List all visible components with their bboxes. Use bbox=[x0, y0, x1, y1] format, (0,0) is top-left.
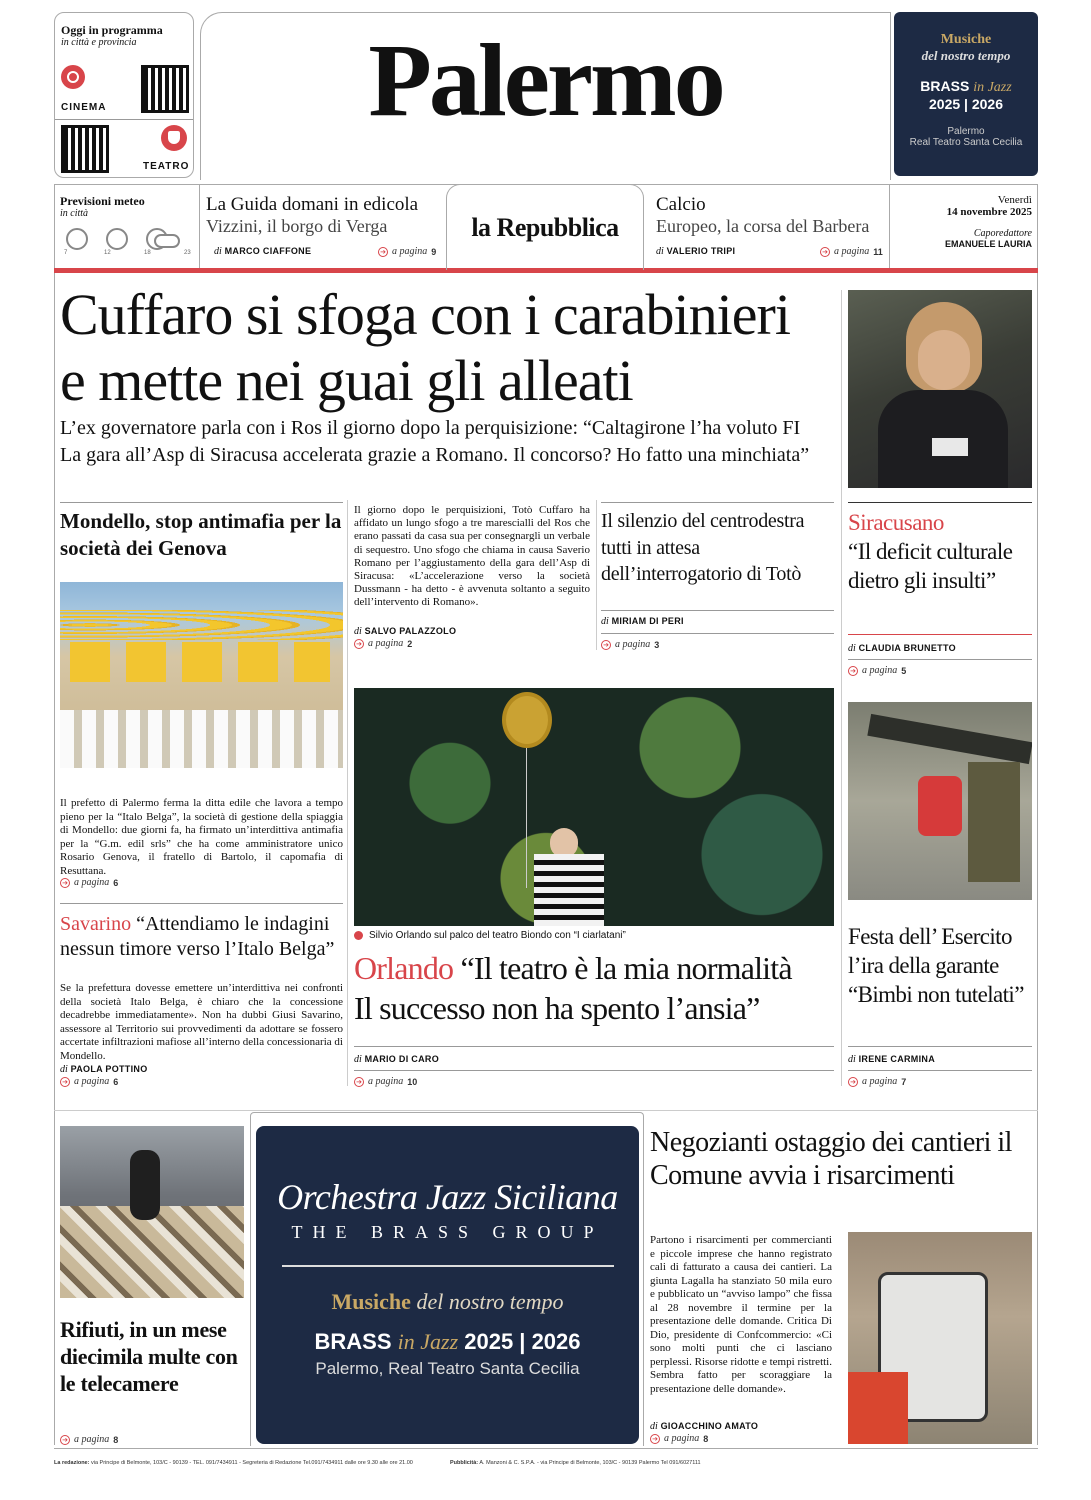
lead-subheadline bbox=[60, 415, 840, 469]
page-prefix: a pagina bbox=[74, 1434, 110, 1445]
arrow-icon: ➔ bbox=[354, 639, 364, 649]
silenzio-page[interactable]: 3 bbox=[654, 639, 660, 650]
teaser-calcio[interactable] bbox=[650, 184, 890, 268]
teatro-label[interactable]: TEATRO bbox=[143, 161, 190, 172]
footer-left-label: La redazione: bbox=[54, 1460, 90, 1466]
ad-top-place1: Palermo bbox=[947, 126, 985, 137]
savarino-headline-text: “Attendiamo le indagini nessun timore verso l’Italo Belga” bbox=[60, 913, 335, 960]
footer-left-text: via Principe di Belmonte, 103/C - 90139 - TEL. 091/7434911 - Segreteria di Redazione Tel.091/7434911 dalle ore 9.30 alle ore 21.00 bbox=[90, 1460, 413, 1466]
by-prefix: di bbox=[656, 246, 664, 257]
date-box bbox=[894, 194, 1032, 249]
orlando-kicker: Orlando bbox=[354, 950, 454, 986]
silenzio-author: MIRIAM DI PERI bbox=[611, 616, 684, 626]
teatro-qr-code[interactable] bbox=[61, 125, 109, 173]
savarino-author: PAOLA POTTINO bbox=[70, 1064, 148, 1074]
lead-page[interactable]: 2 bbox=[407, 638, 413, 649]
negozianti-cantieri-photo bbox=[848, 1232, 1032, 1444]
siracusano-photo bbox=[848, 290, 1032, 488]
arrow-icon: ➔ bbox=[60, 1077, 70, 1087]
lead-headline-line1: Cuffaro si sfoga con i carabinieri bbox=[60, 282, 790, 347]
page-prefix: a pagina bbox=[368, 1076, 404, 1087]
orlando-headline-line2: Il successo non ha spento l’ansia” bbox=[354, 990, 760, 1026]
program-box bbox=[54, 12, 194, 178]
page-prefix: a pagina bbox=[834, 246, 870, 257]
ad-big-season: 2025 | 2026 bbox=[464, 1329, 581, 1354]
negozianti-page[interactable]: 8 bbox=[703, 1433, 709, 1444]
esercito-author: IRENE CARMINA bbox=[858, 1054, 935, 1064]
ad-top-line2: del nostro tempo bbox=[921, 48, 1011, 63]
negozianti-author: GIOACCHINO AMATO bbox=[660, 1421, 759, 1431]
by-prefix: di bbox=[601, 616, 609, 627]
arrow-icon: ➔ bbox=[820, 247, 830, 257]
cinema-icon bbox=[61, 65, 85, 89]
orlando-caption-text: Silvio Orlando sul palco del teatro Biondo con “I ciarlatani” bbox=[369, 930, 626, 941]
page-prefix: a pagina bbox=[392, 246, 428, 257]
negozianti-body: Partono i risarcimenti per commercianti e piccole imprese che hanno registrato cali di fatturato a causa dei cantieri. La giunta Lagalla ha stanziato 50 mila euro e pubblicato un “avviso lampo” che fissa al 28 novembre il termine per la presentazione delle domande. Critica Di Dio, presidente di Confcommercio: «Ci sono molti punti che ci lasciano perplessi. Risorse ridotte e tempi ristretti. Sembra fatto per scoraggiare la presentazione delle domande». bbox=[650, 1234, 832, 1395]
arrow-icon: ➔ bbox=[60, 1435, 70, 1445]
teaser-calcio-author: VALERIO TRIPI bbox=[666, 246, 736, 256]
date-full: 14 novembre 2025 bbox=[946, 206, 1032, 218]
camera-icon bbox=[354, 931, 363, 940]
teatro-icon bbox=[161, 125, 187, 151]
ad-nostro: del nostro tempo bbox=[416, 1289, 564, 1314]
by-prefix: di bbox=[214, 246, 222, 257]
arrow-icon: ➔ bbox=[848, 1077, 858, 1087]
arrow-icon: ➔ bbox=[848, 666, 858, 676]
weather-hour: 18 bbox=[144, 250, 151, 256]
silenzio-headline[interactable]: Il silenzio del centrodestra tutti in attesa dell’interrogatorio di Totò bbox=[601, 510, 805, 585]
teaser-guida-author: MARCO CIAFFONE bbox=[224, 246, 312, 256]
ad-musiche: Musiche bbox=[331, 1289, 411, 1314]
page-prefix: a pagina bbox=[74, 1076, 110, 1087]
weather-title: Previsioni meteo bbox=[60, 194, 145, 208]
ad-orchestra-jazz[interactable] bbox=[256, 1126, 639, 1444]
mondello-body: Il prefetto di Palermo ferma la ditta edile che lavora a tempo pieno per la “Italo Belga”, la società di gestione della spiaggia di Mondello: due giorni fa, ha firmato un’interdittiva antimafia per la “G.m. edil srls” che ha come amministratore unico Rosario Genova, il fratello di Bartolo, il capomafia di Resuttana. bbox=[60, 797, 343, 877]
siracusano-kicker: Siracusano bbox=[848, 510, 944, 535]
lead-sub-line2: La gara all’Asp di Siracusa accelerata grazie a Romano. Il concorso? Ho fatto una minchiata” bbox=[60, 444, 810, 466]
lead-sub-line1: L’ex governatore parla con i Ros il giorno dopo la perquisizione: “Caltagirone l’ha voluto FI bbox=[60, 417, 801, 439]
weather-hour: 12 bbox=[104, 250, 111, 256]
esercito-page[interactable]: 7 bbox=[901, 1076, 907, 1087]
ad-top-place2: Real Teatro Santa Cecilia bbox=[909, 137, 1023, 148]
mondello-headline[interactable]: Mondello, stop antimafia per la società dei Genova bbox=[60, 509, 342, 560]
page-prefix: a pagina bbox=[368, 638, 404, 649]
weather-subtitle: in città bbox=[60, 208, 89, 219]
arrow-icon: ➔ bbox=[650, 1434, 660, 1444]
by-prefix: di bbox=[354, 1054, 362, 1065]
lead-headline[interactable] bbox=[60, 282, 840, 414]
by-prefix: di bbox=[848, 1054, 856, 1065]
savarino-kicker: Savarino bbox=[60, 913, 132, 935]
ad-top-line1: Musiche bbox=[940, 32, 992, 47]
orlando-caption bbox=[354, 930, 626, 941]
rifiuti-page[interactable]: 8 bbox=[113, 1434, 119, 1445]
teaser-calcio-page: 11 bbox=[873, 246, 883, 257]
ad-big-injazz: in Jazz bbox=[397, 1329, 459, 1354]
esercito-headline[interactable]: Festa dell’ Esercito l’ira della garante “Bimbi non tutelati” bbox=[848, 924, 1024, 1007]
arrow-icon: ➔ bbox=[354, 1077, 364, 1087]
by-prefix: di bbox=[650, 1421, 658, 1432]
ad-top-injazz: in Jazz bbox=[973, 80, 1012, 95]
program-title: Oggi in programma bbox=[61, 23, 163, 37]
negozianti-headline[interactable]: Negozianti ostaggio dei cantieri il Comune avvia i risarcimenti bbox=[650, 1127, 1012, 1191]
mondello-beach-photo bbox=[60, 582, 343, 768]
page-prefix: a pagina bbox=[615, 639, 651, 650]
page-prefix: a pagina bbox=[74, 877, 110, 888]
weather-box bbox=[54, 184, 200, 268]
program-subtitle: in città e provincia bbox=[61, 37, 137, 48]
ad-top-brass: BRASS bbox=[920, 78, 970, 94]
newspaper-title: Palermo bbox=[368, 23, 723, 138]
ad-top[interactable] bbox=[894, 12, 1038, 176]
date-day: Venerdì bbox=[997, 194, 1032, 206]
teaser-guida[interactable] bbox=[206, 184, 446, 268]
cinema-qr-code[interactable] bbox=[141, 65, 189, 113]
orlando-page[interactable]: 10 bbox=[407, 1076, 418, 1087]
orlando-headline-line1: “Il teatro è la mia normalità bbox=[460, 950, 792, 986]
siracusano-headline[interactable] bbox=[848, 508, 1032, 595]
teaser-calcio-subtitle: Europeo, la corsa del Barbera bbox=[656, 216, 870, 236]
footer-pubblicita bbox=[450, 1460, 701, 1466]
teaser-calcio-title: Calcio bbox=[656, 194, 706, 215]
footer-redazione bbox=[54, 1460, 413, 1466]
brand-logo[interactable]: la Repubblica bbox=[446, 184, 644, 270]
teaser-guida-subtitle: Vizzini, il borgo di Verga bbox=[206, 216, 388, 236]
lead-body: Il giorno dopo le perquisizioni, Totò Cuffaro ha affidato un lungo sfogo a tre marescialli del Ros che erano passati da casa sua per consegnargli un verbale di sequestro. Uno sfogo che chiama in causa Saverio Romano per l’aggiustamento della gara dell’Asp di Siracusa: «L’accelerazione verso la società Dussmann - ha detto - è avvenuta soltanto a seguito dell’intervento di Romano». bbox=[354, 504, 590, 609]
savarino-headline[interactable] bbox=[60, 912, 343, 962]
ad-big-place: Palermo, Real Teatro Santa Cecilia bbox=[315, 1359, 580, 1378]
sun-icon bbox=[106, 228, 128, 250]
cloud-icon bbox=[154, 234, 180, 248]
rifiuti-photo bbox=[60, 1126, 244, 1298]
savarino-body: Se la prefettura dovesse emettere un’interdittiva nei confronti della società Italo Belga, è chiaro che la concessione decadrebbe immediatamente». Non ha dubbi Giusi Savarino, assessore al Territorio sui provvedimenti da adottare se fossero accertate infiltrazioni mafiose all’interno della concessionaria di Mondello. bbox=[60, 982, 343, 1062]
rifiuti-headline[interactable]: Rifiuti, in un mese diecimila multe con le telecamere bbox=[60, 1317, 238, 1396]
cinema-label[interactable]: CINEMA bbox=[61, 102, 107, 113]
arrow-icon: ➔ bbox=[60, 878, 70, 888]
weather-hour: 7 bbox=[64, 250, 68, 256]
teaser-guida-title: La Guida domani in edicola bbox=[206, 194, 419, 215]
lead-headline-line2: e mette nei guai gli alleati bbox=[60, 348, 633, 413]
editor-name: EMANUELE LAURIA bbox=[945, 239, 1032, 249]
footer-right-label: Pubblicità: bbox=[450, 1460, 479, 1466]
esercito-photo bbox=[848, 702, 1032, 900]
by-prefix: di bbox=[60, 1064, 68, 1075]
footer-right-text: A. Manzoni & C. S.P.A. - via Principe di Belmonte, 103/C - 90139 Palermo Tel 091/6027111 bbox=[479, 1460, 701, 1466]
ad-big-brass: BRASS bbox=[314, 1329, 392, 1354]
orlando-headline[interactable] bbox=[354, 948, 838, 1028]
arrow-icon: ➔ bbox=[601, 640, 611, 650]
by-prefix: di bbox=[354, 626, 362, 637]
ad-orchestra-name: Orchestra Jazz Siciliana bbox=[277, 1177, 618, 1217]
siracusano-headline-text: “Il deficit culturale dietro gli insulti” bbox=[848, 539, 1013, 593]
page-prefix: a pagina bbox=[862, 665, 898, 676]
ad-top-season: 2025 | 2026 bbox=[929, 96, 1003, 112]
siracusano-page[interactable]: 5 bbox=[901, 665, 907, 676]
orlando-author: MARIO DI CARO bbox=[364, 1054, 439, 1064]
editor-role: Caporedattore bbox=[973, 228, 1032, 239]
savarino-page[interactable]: 6 bbox=[113, 1076, 119, 1087]
orlando-stage-photo bbox=[354, 688, 834, 926]
by-prefix: di bbox=[848, 643, 856, 654]
lead-author: SALVO PALAZZOLO bbox=[364, 626, 457, 636]
page-prefix: a pagina bbox=[664, 1433, 700, 1444]
siracusano-author: CLAUDIA BRUNETTO bbox=[858, 643, 956, 653]
weather-hour: 23 bbox=[184, 250, 191, 256]
teaser-guida-page: 9 bbox=[431, 246, 437, 257]
ad-brass-group: THE BRASS GROUP bbox=[291, 1222, 604, 1242]
page-prefix: a pagina bbox=[862, 1076, 898, 1087]
sun-icon bbox=[66, 228, 88, 250]
mondello-page[interactable]: 6 bbox=[113, 877, 119, 888]
arrow-icon: ➔ bbox=[378, 247, 388, 257]
